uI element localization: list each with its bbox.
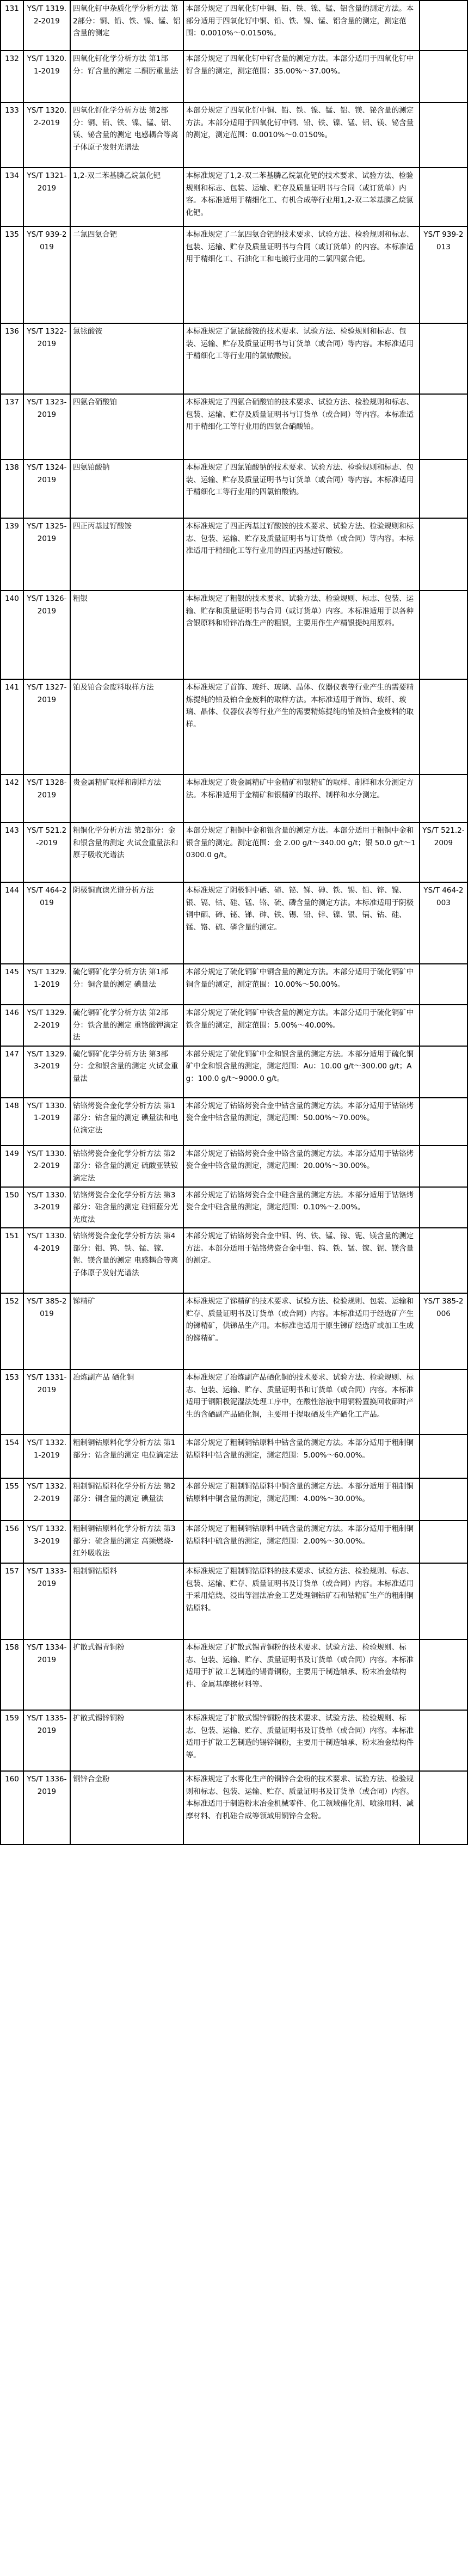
standard-scope: 本部分规定了硫化铜矿中铁含量的测定方法。本部分适用于硫化铜矿中铁含量的测定，测定范围：5.00%～40.00%。 xyxy=(183,1005,420,1046)
standard-scope: 本标准规定了首饰、玻纤、玻璃、晶体、仪器仪表等行业产生的需要精炼提纯的铂及铂合金废料的取样方法。本标准适用于首饰、玻纤、玻璃、晶体、仪器仪表等行业产生的需要精炼提纯的铂及铂合金废料的取样。 xyxy=(183,679,420,774)
standard-code: YS/T 1330.1-2019 xyxy=(23,1098,70,1146)
standard-name: 铜锌合金粉 xyxy=(70,1771,183,1845)
row-number: 140 xyxy=(1,591,23,679)
table-row xyxy=(1,679,467,774)
standard-name: 硫化铜矿化学分析方法 第1部分：铜含量的测定 碘量法 xyxy=(70,964,183,1005)
standard-code: YS/T 1333-2019 xyxy=(23,1563,70,1639)
standard-scope: 本部分规定了四氧化钌中铜、铅、铁、镍、锰、铝含量的测定方法。本部分适用于四氧化钌中铜、铅、铁、镍、锰、铝含量的测定，测定范围：0.0010%～0.0150%。 xyxy=(183,1,420,51)
standard-name: 硫化铜矿化学分析方法 第3部分：金和银含量的测定 火试金重量法 xyxy=(70,1046,183,1098)
replaced-standard xyxy=(420,168,467,226)
replaced-standard xyxy=(420,1005,467,1046)
row-number: 155 xyxy=(1,1478,23,1521)
standard-code: YS/T 464-2019 xyxy=(23,882,70,964)
replaced-standard xyxy=(420,51,467,102)
row-number: 131 xyxy=(1,1,23,51)
standard-name: 四正丙基过钌酸铵 xyxy=(70,518,183,591)
row-number: 145 xyxy=(1,964,23,1005)
standard-scope: 本标准规定了1,2-双二苯基膦乙烷氯化钯的技术要求、试验方法、检验规则和标志、包装、运输、贮存及质量证明书与合同（或订货单）内容。本标准适用于精细化工、有机合成等行业用1,2-双二苯基膦乙烷氯化钯。 xyxy=(183,168,420,226)
row-number: 134 xyxy=(1,168,23,226)
table-row xyxy=(1,1293,467,1369)
standard-name: 粗铜化学分析方法 第2部分：金和银含量的测定 火试金重量法和原子吸收光谱法 xyxy=(70,822,183,882)
table-row xyxy=(1,1771,467,1845)
replaced-standard xyxy=(420,1521,467,1563)
table-row xyxy=(1,1,467,51)
standard-scope: 本标准规定了二氯四氨合钯的技术要求、试验方法、检验规则和标志、包装、运输、贮存及质量证明书与合同（或订货单）的内容。本标准适用于精细化工、石油化工和电镀行业用的二氯四氨合钯。 xyxy=(183,226,420,323)
standard-name: 粗银 xyxy=(70,591,183,679)
row-number: 153 xyxy=(1,1369,23,1435)
replaced-standard xyxy=(420,459,467,518)
table-row xyxy=(1,1146,467,1187)
table-row xyxy=(1,822,467,882)
standard-name: 四氧化钌化学分析方法 第1部分：钌含量的测定 二酮肟重量法 xyxy=(70,51,183,102)
standard-code: YS/T 1326-2019 xyxy=(23,591,70,679)
row-number: 142 xyxy=(1,774,23,822)
standard-scope: 本标准规定了贵金属精矿中金精矿和银精矿的取样、制样和水分测定方法。本标准适用于金精矿和银精矿的取样、制样和水分测定。 xyxy=(183,774,420,822)
row-number: 138 xyxy=(1,459,23,518)
replaced-standard xyxy=(420,1228,467,1293)
standard-code: YS/T 1323-2019 xyxy=(23,394,70,459)
standard-code: YS/T 1320.2-2019 xyxy=(23,102,70,168)
replaced-standard xyxy=(420,1146,467,1187)
row-number: 147 xyxy=(1,1046,23,1098)
row-number: 135 xyxy=(1,226,23,323)
standard-name: 贵金属精矿取样和制样方法 xyxy=(70,774,183,822)
standard-code: YS/T 1332.3-2019 xyxy=(23,1521,70,1563)
replaced-standard xyxy=(420,1478,467,1521)
replaced-standard: YS/T 939-2013 xyxy=(420,226,467,323)
row-number: 144 xyxy=(1,882,23,964)
table-row xyxy=(1,882,467,964)
row-number: 152 xyxy=(1,1293,23,1369)
replaced-standard xyxy=(420,774,467,822)
standard-code: YS/T 1322-2019 xyxy=(23,323,70,394)
standard-code: YS/T 1335-2019 xyxy=(23,1710,70,1771)
table-row xyxy=(1,1478,467,1521)
standard-scope: 本标准规定了扩散式锡锌铜粉的技术要求、试验方法、检验规则、标志、包装、运输、贮存、质量证明书及订货单（或合同）内容。本标准适用于扩散工艺制造的锡锌铜粉，主要用于制造轴承、粉末冶金结构件等。 xyxy=(183,1710,420,1771)
standard-scope: 本部分规定了四氧化钌中铜、铅、铁、镍、锰、铝、镁、铋含量的测定方法。本部分适用于四氧化钌中铜、铅、铁、镍、锰、铝、镁、铋含量的测定，测定范围：0.0010%～0.0150%。 xyxy=(183,102,420,168)
row-number: 141 xyxy=(1,679,23,774)
standard-scope: 本标准规定了氯铱酸铵的技术要求、试验方法、检验规则和标志、包装、运输、贮存及质量证明书与订货单（或合同）等内容。本标准适用于精细化工等行业用的氯铱酸铵。 xyxy=(183,323,420,394)
table-row xyxy=(1,591,467,679)
standard-scope: 本标准规定了扩散式锡青铜粉的技术要求、试验方法、检验规则、标志、包装、运输、贮存、质量证明书及订货单（或合同）内容。本标准适用于扩散工艺制造的锡青铜粉，主要用于制造轴承、粉末冶金结构件、金属基摩擦材料等。 xyxy=(183,1639,420,1710)
standard-code: YS/T 939-2019 xyxy=(23,226,70,323)
standard-scope: 本标准规定了水雾化生产的铜锌合金粉的技术要求、试验方法、检验规则和标志、包装、运输、贮存、质量证明书及订货单（或合同）内容。本标准适用于制造粉末冶金机械零件、化工领域催化剂、喷涂用料、减摩材料、有机硅合成等领域用铜锌合金粉。 xyxy=(183,1771,420,1845)
table-row xyxy=(1,226,467,323)
standard-name: 粗制铜钴原料 xyxy=(70,1563,183,1639)
standard-code: YS/T 1331-2019 xyxy=(23,1369,70,1435)
row-number: 149 xyxy=(1,1146,23,1187)
standard-name: 扩散式锡锌铜粉 xyxy=(70,1710,183,1771)
table-row xyxy=(1,1005,467,1046)
standard-scope: 本标准规定了阴极铜中硒、碲、铋、锑、砷、铁、锡、铅、锌、镍、银、镉、钴、硅、锰、铬、硫、磷含量的测定方法。本标准适用于阴极铜中硒、碲、铋、锑、砷、铁、锡、铅、锌、镍、银、镉、钴、硅、锰、铬、硫、磷含量的测定。 xyxy=(183,882,420,964)
standard-scope: 本标准规定了锑精矿的技术要求、试验方法、检验规则、包装、运输和贮存、质量证明书及订货单（或合同）内容。本标准适用于经选矿产生的锑精矿，供锑品生产用。本标准也适用于原生锑矿经选矿或加工生成的锑精矿。 xyxy=(183,1293,420,1369)
standard-scope: 本标准规定了冶炼副产品硒化铜的技术要求、试验方法、检验规则、标志、包装、运输、贮存、质量证明书和订货单（或合同）内容。本标准适用于铜阳极泥湿法处理工序中，在酸性溶液中用铜粉置换回收硒时产生的含硒副产品硒化铜，主要用于提取硒及生产硒化工产品。 xyxy=(183,1369,420,1435)
standard-code: YS/T 1330.4-2019 xyxy=(23,1228,70,1293)
standard-code: YS/T 1329.2-2019 xyxy=(23,1005,70,1046)
standard-scope: 本标准规定了四正丙基过钌酸铵的技术要求、试验方法、检验规则和标志、包装、运输、贮存及质量证明书与订货单（或合同）等内容。本标准适用于精细化工等行业用的四正丙基过钌酸铵。 xyxy=(183,518,420,591)
standard-name: 钴铬烤瓷合金化学分析方法 第4部分：钼、钨、铁、锰、镓、铌、镁含量的测定 电感耦合等离子体原子发射光谱法 xyxy=(70,1228,183,1293)
standard-code: YS/T 1329.1-2019 xyxy=(23,964,70,1005)
standard-name: 硫化铜矿化学分析方法 第2部分：铁含量的测定 重铬酸钾滴定法 xyxy=(70,1005,183,1046)
replaced-standard xyxy=(420,1639,467,1710)
table-row xyxy=(1,1046,467,1098)
replaced-standard: YS/T 464-2003 xyxy=(420,882,467,964)
standard-name: 锑精矿 xyxy=(70,1293,183,1369)
standard-code: YS/T 521.2-2019 xyxy=(23,822,70,882)
replaced-standard xyxy=(420,964,467,1005)
table-row xyxy=(1,51,467,102)
standard-scope: 本部分规定了四氧化钌中钌含量的测定方法。本部分适用于四氧化钌中钌含量的测定，测定范围：35.00%～37.00%。 xyxy=(183,51,420,102)
standard-name: 粗制铜钴原料化学分析方法 第2部分：铜含量的测定 碘量法 xyxy=(70,1478,183,1521)
replaced-standard xyxy=(420,102,467,168)
replaced-standard xyxy=(420,591,467,679)
table-row xyxy=(1,459,467,518)
replaced-standard xyxy=(420,1046,467,1098)
table-row xyxy=(1,1521,467,1563)
standard-code: YS/T 1334-2019 xyxy=(23,1639,70,1710)
standard-code: YS/T 1324-2019 xyxy=(23,459,70,518)
table-row xyxy=(1,323,467,394)
standard-name: 冶炼副产品 硒化铜 xyxy=(70,1369,183,1435)
row-number: 156 xyxy=(1,1521,23,1563)
standard-code: YS/T 1321-2019 xyxy=(23,168,70,226)
replaced-standard xyxy=(420,1187,467,1228)
table-row xyxy=(1,1563,467,1639)
standard-name: 铂及铂合金废料取样方法 xyxy=(70,679,183,774)
standard-name: 钴铬烤瓷合金化学分析方法 第2部分：铬含量的测定 硫酸亚铁铵滴定法 xyxy=(70,1146,183,1187)
table-row xyxy=(1,1369,467,1435)
standard-name: 钴铬烤瓷合金化学分析方法 第1部分：钴含量的测定 碘量法和电位滴定法 xyxy=(70,1098,183,1146)
standard-scope: 本部分规定了粗铜中金和银含量的测定方法。本部分适用于粗铜中金和银含量的测定。测定范围：金 2.00 g/t～340.00 g/t；银 50.0 g/t～10300.0 g/t。 xyxy=(183,822,420,882)
table-row xyxy=(1,168,467,226)
replaced-standard xyxy=(420,394,467,459)
standard-scope: 本部分规定了钴铬烤瓷合金中钼、钨、铁、锰、镓、铌、镁含量的测定方法。本部分适用于钴铬烤瓷合金中钼、钨、铁、锰、镓、铌、镁含量的测定。 xyxy=(183,1228,420,1293)
standard-code: YS/T 1330.2-2019 xyxy=(23,1146,70,1187)
standard-name: 钴铬烤瓷合金化学分析方法 第3部分：硅含量的测定 硅钼蓝分光光度法 xyxy=(70,1187,183,1228)
table-row xyxy=(1,1639,467,1710)
table-row xyxy=(1,774,467,822)
replaced-standard xyxy=(420,323,467,394)
standard-code: YS/T 1319.2-2019 xyxy=(23,1,70,51)
standard-scope: 本部分规定了粗制铜钴原料中铜含量的测定方法。本部分适用于粗制铜钴原料中铜含量的测定，测定范围：4.00%～30.00%。 xyxy=(183,1478,420,1521)
replaced-standard xyxy=(420,1435,467,1478)
table-row xyxy=(1,394,467,459)
standard-scope: 本部分规定了钴铬烤瓷合金中铬含量的测定方法。本部分适用于钴铬烤瓷合金中铬含量的测定，测定范围：20.00%～30.00%。 xyxy=(183,1146,420,1187)
standard-scope: 本部分规定了硫化铜矿中金和银含量的测定方法。本部分适用于硫化铜矿中金和银含量的测定，测定范围：Au：10.00 g/t～300.00 g/t；Ag：100.0 g/t～9000.0 g/t。 xyxy=(183,1046,420,1098)
standard-name: 氯铱酸铵 xyxy=(70,323,183,394)
row-number: 143 xyxy=(1,822,23,882)
standard-name: 1,2-双二苯基膦乙烷氯化钯 xyxy=(70,168,183,226)
replaced-standard: YS/T 385-2006 xyxy=(420,1293,467,1369)
replaced-standard xyxy=(420,1,467,51)
replaced-standard xyxy=(420,1098,467,1146)
table-row xyxy=(1,1187,467,1228)
replaced-standard xyxy=(420,1563,467,1639)
row-number: 133 xyxy=(1,102,23,168)
row-number: 132 xyxy=(1,51,23,102)
table-row xyxy=(1,102,467,168)
standard-code: YS/T 1329.3-2019 xyxy=(23,1046,70,1098)
standard-code: YS/T 385-2019 xyxy=(23,1293,70,1369)
row-number: 137 xyxy=(1,394,23,459)
standard-name: 扩散式锡青铜粉 xyxy=(70,1639,183,1710)
row-number: 139 xyxy=(1,518,23,591)
replaced-standard xyxy=(420,518,467,591)
standard-scope: 本部分规定了粗制铜钴原料中硫含量的测定方法。本部分适用于粗制铜钴原料中硫含量的测定，测定范围：2.00%～30.00%。 xyxy=(183,1521,420,1563)
standard-name: 二氯四氨合钯 xyxy=(70,226,183,323)
replaced-standard xyxy=(420,1771,467,1845)
standard-name: 四氨合硝酸铂 xyxy=(70,394,183,459)
row-number: 154 xyxy=(1,1435,23,1478)
standard-code: YS/T 1330.3-2019 xyxy=(23,1187,70,1228)
standard-scope: 本部分规定了硫化铜矿中铜含量的测定方法。本部分适用于硫化铜矿中铜含量的测定，测定范围：10.00%～50.00%。 xyxy=(183,964,420,1005)
row-number: 148 xyxy=(1,1098,23,1146)
standard-name: 四氧化钌化学分析方法 第2部分：铜、铅、铁、镍、锰、铝、镁、铋含量的测定 电感耦合等离子体原子发射光谱法 xyxy=(70,102,183,168)
table-row xyxy=(1,1098,467,1146)
standard-scope: 本部分规定了钴铬烤瓷合金中硅含量的测定方法。本部分适用于钴铬烤瓷合金中硅含量的测定，测定范围：0.10%～2.00%。 xyxy=(183,1187,420,1228)
row-number: 151 xyxy=(1,1228,23,1293)
row-number: 136 xyxy=(1,323,23,394)
standard-scope: 本标准规定了四氯铂酸钠的技术要求、试验方法、检验规则和标志、包装、运输、贮存及质量证明书与订货单（或合同）等内容。本标准适用于精细化工等行业用的四氯铂酸钠。 xyxy=(183,459,420,518)
table-row xyxy=(1,1228,467,1293)
standard-name: 阴极铜直读光谱分析方法 xyxy=(70,882,183,964)
table-row xyxy=(1,1710,467,1771)
table-row xyxy=(1,518,467,591)
standard-code: YS/T 1336-2019 xyxy=(23,1771,70,1845)
standard-name: 四氨铂酸钠 xyxy=(70,459,183,518)
table-row xyxy=(1,964,467,1005)
replaced-standard xyxy=(420,1369,467,1435)
standard-name: 粗制铜钴原料化学分析方法 第1部分：钴含量的测定 电位滴定法 xyxy=(70,1435,183,1478)
row-number: 160 xyxy=(1,1771,23,1845)
row-number: 146 xyxy=(1,1005,23,1046)
standard-scope: 本标准规定了粗制铜钴原料的技术要求、试验方法、检验规则、标志、包装、运输、贮存、质量证明书及订货单（或合同）内容。本标准适用于采用焙烧、浸出等湿法冶金工艺处理铜钴矿石和钴精矿生产的粗制铜钴原料。 xyxy=(183,1563,420,1639)
standard-name: 四氧化钌中杂质化学分析方法 第2部分：铜、铅、铁、镍、锰、铝含量的测定 xyxy=(70,1,183,51)
standard-code: YS/T 1325-2019 xyxy=(23,518,70,591)
standard-scope: 本标准规定了四氨合硝酸铂的技术要求、试验方法、检验规则和标志、包装、运输、贮存及质量证明书与订货单（或合同）等内容。本标准适用于精细化工等行业用的四氨合硝酸铂。 xyxy=(183,394,420,459)
standard-code: YS/T 1332.1-2019 xyxy=(23,1435,70,1478)
row-number: 159 xyxy=(1,1710,23,1771)
row-number: 158 xyxy=(1,1639,23,1710)
replaced-standard xyxy=(420,679,467,774)
standard-scope: 本部分规定了粗制铜钴原料中钴含量的测定方法。本部分适用于粗制铜钴原料中钴含量的测定，测定范围：5.00%～60.00%。 xyxy=(183,1435,420,1478)
standard-code: YS/T 1332.2-2019 xyxy=(23,1478,70,1521)
table-row xyxy=(1,1435,467,1478)
standard-scope: 本标准规定了粗银的技术要求、试验方法、检验规则、标志、包装、运输、贮存和质量证明书与合同（或订货单）内容。本标准适用于以各种含银原料和铅锌冶炼生产的粗银，主要用作生产精银提纯用原料。 xyxy=(183,591,420,679)
standard-scope: 本部分规定了钴铬烤瓷合金中钴含量的测定方法。本部分适用于钴铬烤瓷合金中钴含量的测定，测定范围：50.00%～70.00%。 xyxy=(183,1098,420,1146)
standard-code: YS/T 1320.1-2019 xyxy=(23,51,70,102)
standard-name: 粗制铜钴原料化学分析方法 第3部分：硫含量的测定 高频燃烧-红外吸收法 xyxy=(70,1521,183,1563)
standard-code: YS/T 1328-2019 xyxy=(23,774,70,822)
row-number: 150 xyxy=(1,1187,23,1228)
replaced-standard xyxy=(420,1710,467,1771)
replaced-standard: YS/T 521.2-2009 xyxy=(420,822,467,882)
row-number: 157 xyxy=(1,1563,23,1639)
standard-code: YS/T 1327-2019 xyxy=(23,679,70,774)
